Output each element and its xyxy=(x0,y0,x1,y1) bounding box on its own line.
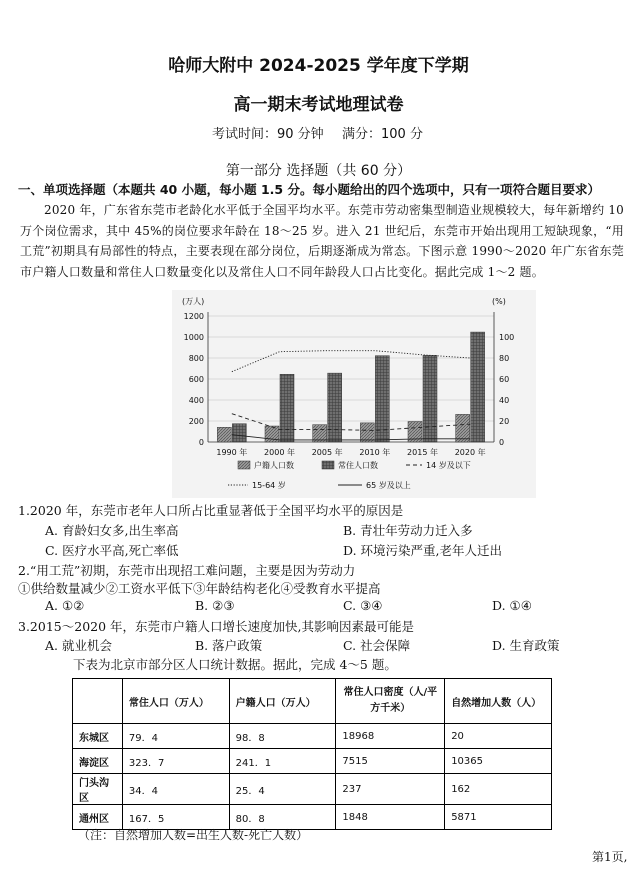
beijing-population-table xyxy=(72,678,552,830)
right-tick-label: 60 xyxy=(499,375,510,384)
table-cell: 20 xyxy=(445,724,552,749)
table-cell: 323．7 xyxy=(122,749,229,774)
table-cell: 东城区 xyxy=(73,724,123,749)
table-cell: 34．4 xyxy=(122,774,229,805)
table-header-registered-pop: 户籍人口（万人） xyxy=(229,679,336,724)
question-2-option-b[interactable]: B. ②③ xyxy=(195,598,235,613)
registered-pop-bar xyxy=(217,427,231,442)
table-cell: 7515 xyxy=(336,749,445,774)
legend-label: 常住人口数 xyxy=(338,461,378,470)
category-label: 2015 年 xyxy=(407,448,438,457)
resident-pop-bar xyxy=(328,373,342,442)
table-header-district xyxy=(73,679,123,724)
table-header-resident-pop: 常住人口（万人） xyxy=(122,679,229,724)
exam-time: 考试时间：90 分钟 xyxy=(212,127,324,142)
legend-swatch-resident xyxy=(322,461,334,469)
table-cell: 海淀区 xyxy=(73,749,123,774)
question-1-option-d[interactable]: D. 环境污染严重,老年人迁出 xyxy=(343,543,502,558)
exam-title: 哈师大附中 2024-2025 学年度下学期 xyxy=(168,56,469,76)
full-score: 满分：100 分 xyxy=(342,127,423,142)
left-tick-label: 600 xyxy=(188,375,204,384)
left-tick-label: 1200 xyxy=(183,312,204,321)
table-row xyxy=(73,774,552,805)
question-1-option-c[interactable]: C. 医疗水平高,死亡率低 xyxy=(45,543,179,558)
table-row xyxy=(73,724,552,749)
table-cell: 167．5 xyxy=(122,805,229,830)
question-3-option-b[interactable]: B. 落户政策 xyxy=(195,638,263,653)
resident-pop-bar xyxy=(280,374,294,442)
question-2-stem: 2.“用工荒”初期，东莞市出现招工难问题，主要是因为劳动力 xyxy=(18,563,356,578)
legend-swatch-registered xyxy=(238,461,250,469)
category-label: 2000 年 xyxy=(264,448,295,457)
left-tick-label: 200 xyxy=(188,417,204,426)
resident-pop-bar xyxy=(471,332,485,442)
table-cell: 162 xyxy=(445,774,552,805)
legend-label: 65 岁及以上 xyxy=(366,481,411,490)
left-tick-label: 400 xyxy=(188,396,204,405)
category-label: 2020 年 xyxy=(454,448,486,457)
legend-label: 15-64 岁 xyxy=(252,481,286,490)
table-cell: 18968 xyxy=(336,724,445,749)
table-cell: 80．8 xyxy=(229,805,336,830)
question-2-option-c[interactable]: C. ③④ xyxy=(343,598,383,613)
category-label: 2005 年 xyxy=(311,448,343,457)
population-chart xyxy=(172,290,536,498)
left-tick-label: 1000 xyxy=(183,333,204,342)
legend-label: 14 岁及以下 xyxy=(426,461,471,470)
part-title: 第一部分 选择题（共 60 分） xyxy=(225,163,412,179)
table-header-row xyxy=(73,679,552,724)
table-header-natural-increase: 自然增加人数（人） xyxy=(445,679,552,724)
question-3-option-a[interactable]: A. 就业机会 xyxy=(45,638,112,653)
resident-pop-bar xyxy=(232,424,246,442)
question-1-option-a[interactable]: A. 育龄妇女多,出生率高 xyxy=(45,523,179,538)
resident-pop-bar xyxy=(423,355,437,442)
category-label: 1990 年 xyxy=(216,448,248,457)
question-3-option-d[interactable]: D. 生育政策 xyxy=(492,638,560,653)
question-1-option-b[interactable]: B. 青壮年劳动力迁入多 xyxy=(343,523,473,538)
intro-paragraph: 2020 年，广东省东莞市老龄化水平低于全国平均水平。东莞市劳动密集型制造业规模较大，每年新增约 10 万个岗位需求，其中 45%的岗位要求年龄在 18～25 岁。进入 21 世纪后，东莞市开始出现用工短缺现象，“用工荒”初期具有局部性的特点，主要表现在部分岗位，后期逐渐成为常态。下图示意 1990～2020 年广东省东莞市户籍人口数量和常住人口数量变化以及常住人口不同年龄段人口占比变化。据此完成 1～2 题。 xyxy=(20,203,624,279)
left-axis-label: (万人) xyxy=(182,297,205,306)
table-cell: 5871 xyxy=(445,805,552,830)
registered-pop-bar xyxy=(360,423,374,442)
table-cell: 98．8 xyxy=(229,724,336,749)
table-cell: 门头沟区 xyxy=(73,774,123,805)
question-2-statements: ①供给数量减少②工资水平低下③年龄结构老化④受教育水平提高 xyxy=(18,581,381,596)
table-row xyxy=(73,749,552,774)
table-cell: 241．1 xyxy=(229,749,336,774)
page-number: 第1页, xyxy=(592,850,628,864)
right-axis-label: (%) xyxy=(492,297,506,306)
question-2-option-a[interactable]: A. ①② xyxy=(45,598,85,613)
table-note: （注：自然增加人数=出生人数-死亡人数） xyxy=(78,828,309,842)
right-tick-label: 100 xyxy=(499,333,515,342)
table-cell: 10365 xyxy=(445,749,552,774)
section-title: 一、单项选择题（本题共 40 小题，每小题 1.5 分。每小题给出的四个选项中，只有一项符合题目要求） xyxy=(18,182,600,197)
exam-subtitle: 高一期末考试地理试卷 xyxy=(233,95,404,115)
question-3-option-c[interactable]: C. 社会保障 xyxy=(343,638,411,653)
table-cell: 通州区 xyxy=(73,805,123,830)
table-header-density: 常住人口密度（人/平方千米） xyxy=(336,679,445,724)
right-tick-label: 20 xyxy=(499,417,510,426)
table-cell: 1848 xyxy=(336,805,445,830)
question-2-option-d[interactable]: D. ①④ xyxy=(492,598,532,613)
table-cell: 79．4 xyxy=(122,724,229,749)
category-label: 2010 年 xyxy=(359,448,391,457)
left-tick-label: 0 xyxy=(198,438,204,447)
left-tick-label: 800 xyxy=(188,354,204,363)
right-tick-label: 0 xyxy=(499,438,505,447)
registered-pop-bar xyxy=(313,425,327,442)
right-tick-label: 80 xyxy=(499,354,510,363)
question-1-stem: 1.2020 年，东莞市老年人口所占比重显著低于全国平均水平的原因是 xyxy=(18,503,404,518)
legend-label: 户籍人口数 xyxy=(254,461,294,470)
right-tick-label: 40 xyxy=(499,396,510,405)
registered-pop-bar xyxy=(456,414,470,442)
resident-pop-bar xyxy=(375,356,389,442)
table-intro: 下表为北京市部分区人口统计数据。据此，完成 4～5 题。 xyxy=(73,657,397,672)
question-3-stem: 3.2015～2020 年，东莞市户籍人口增长速度加快,其影响因素最可能是 xyxy=(18,619,414,634)
table-cell: 25．4 xyxy=(229,774,336,805)
table-cell: 237 xyxy=(336,774,445,805)
